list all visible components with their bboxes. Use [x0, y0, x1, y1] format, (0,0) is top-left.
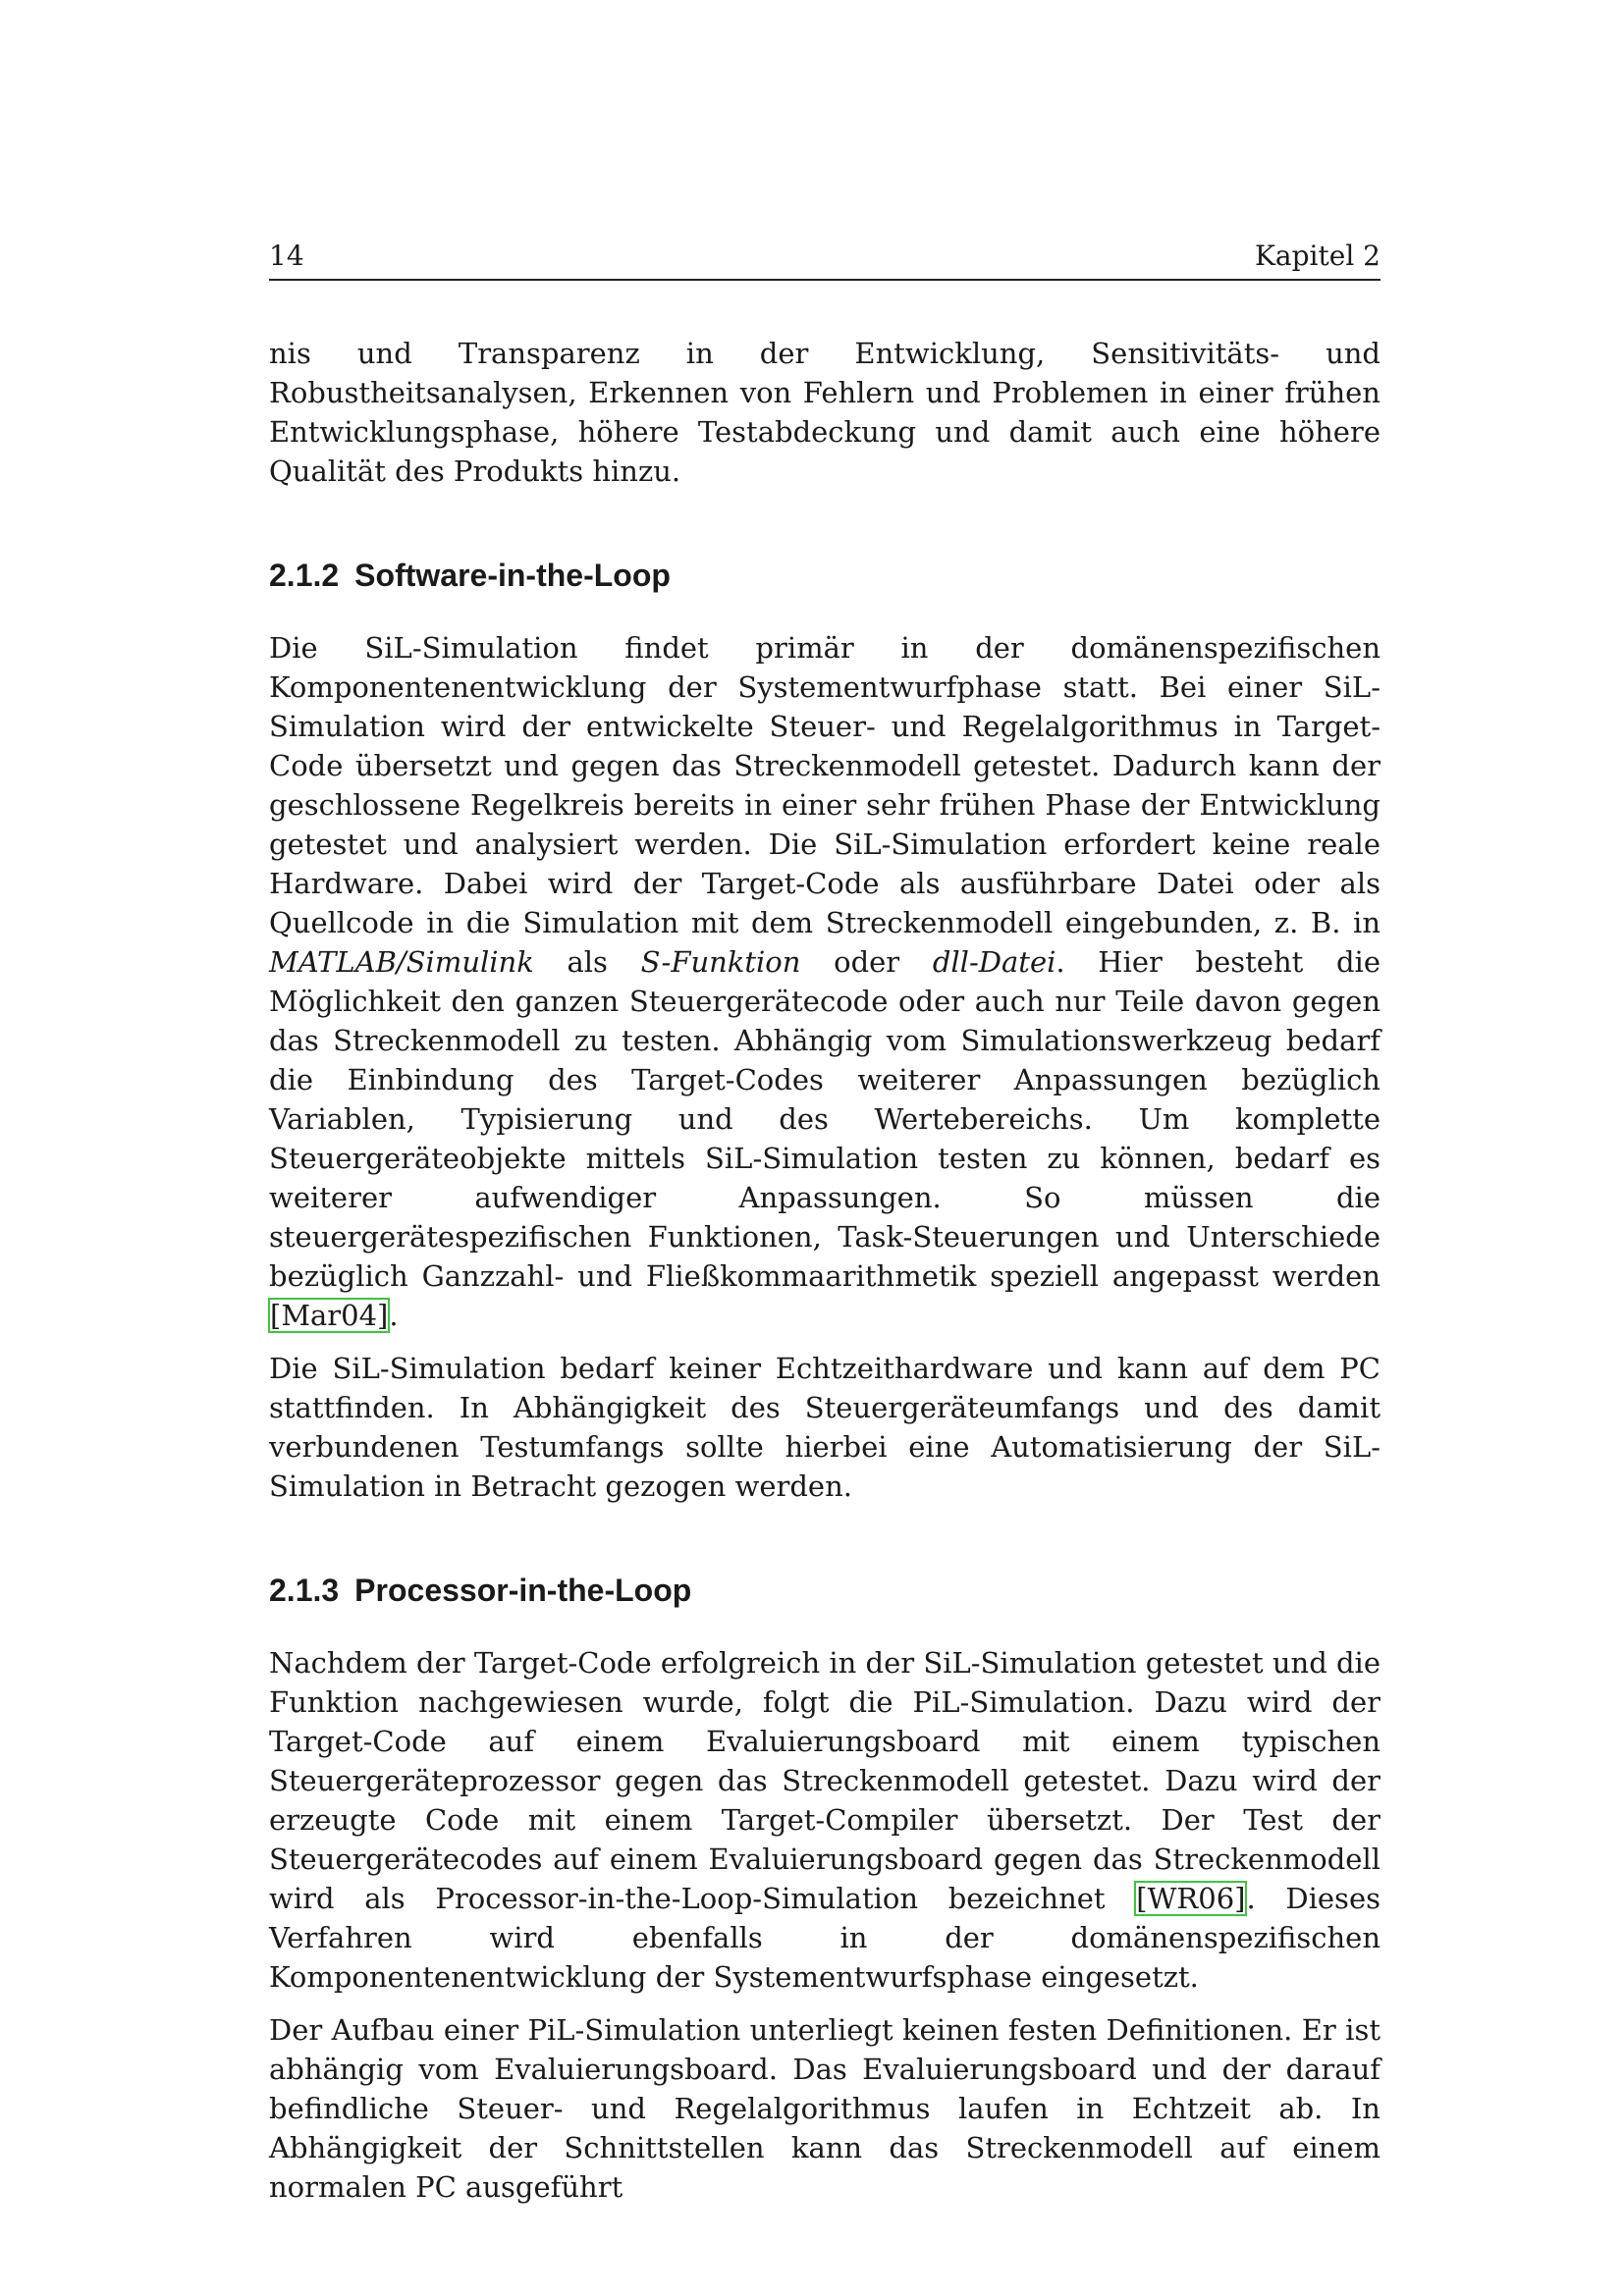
paragraph-pil-1: [269, 1643, 1380, 1997]
text-run: Nachdem der Target-Code erfolgreich in der SiL-Simulation getestet und die Funktion nachgewiesen wurde, folgt die PiL-Simulation. Dazu wird der Target-Code auf einem Evaluierungsboard mit einem typischen Steuergeräteprozessor gegen das Streckenmodell getestet. Dazu wird der erzeugte Code mit einem Target-Compiler übersetzt. Der Test der Steuergerätecodes auf einem Evaluierungsboard gegen das Streckenmodell wird als Processor-in-the-Loop-Simulation bezeichnet: [269, 1646, 1380, 1915]
text-run: oder: [800, 945, 933, 979]
emphasis-matlab: MATLAB/Simulink: [269, 945, 534, 979]
chapter-label: Kapitel 2: [1255, 240, 1380, 272]
paragraph-sil-2: Die SiL-Simulation bedarf keiner Echtzeithardware und kann auf dem PC stattfinden. In Abhängigkeit des Steuergeräteumfangs und des damit verbundenen Testumfangs sollte hierbei eine Automatisierung der SiL-Simulation in Betracht gezogen werden.: [269, 1352, 1380, 1503]
text-run: als: [533, 945, 641, 979]
section-number: 2.1.2: [269, 558, 340, 593]
section-title: Software-in-the-Loop: [354, 558, 671, 593]
paragraph-pil-2: Der Aufbau einer PiL-Simulation unterliegt keinen festen Definitionen. Er ist abhängig vom Evaluierungsboard. Das Evaluierungsboard und der darauf befindliche Steuer- und Regelalgorithmus laufen in Echtzeit ab. In Abhängigkeit der Schnittstellen kann das Streckenmodell auf einem normalen PC ausgeführt: [269, 2013, 1380, 2204]
text-run: . Hier besteht die Möglichkeit den ganzen Steuergerätecode oder auch nur Teile davon gegen das Streckenmodell zu testen. Abhängig vom Simulationswerkzeug bedarf die Einbindung des Target-Codes weiterer Anpassungen bezüglich Variablen, Typisierung und des Wertebereichs. Um komplette Steuergeräteobjekte mittels SiL-Simulation testen zu können, bedarf es weiterer aufwendiger Anpassungen. So müssen die steuergerätespezifischen Funktionen, Task-Steuerungen und Unterschiede bezüglich Ganzzahl- und Fließkommaarithmetik speziell angepasst werden: [269, 945, 1380, 1293]
section-heading-pil: [269, 1571, 1380, 1610]
emphasis-dll-datei: dll-Datei: [932, 945, 1056, 979]
running-header: [269, 240, 1380, 281]
page-number: 14: [269, 240, 304, 272]
section-title: Processor-in-the-Loop: [354, 1573, 692, 1608]
page-body: [269, 334, 1380, 2220]
text-run: . Dieses Verfahren wird ebenfalls in der domänenspezifischen Komponentenentwicklung der Systementwurfsphase eingesetzt.: [269, 1882, 1380, 1994]
citation-link-mar04[interactable]: [Mar04]: [270, 1299, 389, 1332]
section-number: 2.1.3: [269, 1573, 340, 1608]
citation-link-wr06[interactable]: [WR06]: [1136, 1882, 1246, 1915]
paragraph-intro: nis und Transparenz in der Entwicklung, Sensitivitäts- und Robustheitsanalysen, Erkennen von Fehlern und Problemen in einer frühen Entwicklungsphase, höhere Testabdeckung und damit auch eine höhere Qualität des Produkts hinzu.: [269, 337, 1380, 488]
text-run: .: [389, 1299, 399, 1332]
emphasis-s-funktion: S-Funktion: [640, 945, 801, 979]
paragraph-sil-1: [269, 628, 1380, 1335]
text-run: Die SiL-Simulation findet primär in der domänenspezifischen Komponentenentwicklung der Systementwurfphase statt. Bei einer SiL-Simulation wird der entwickelte Steuer- und Regelalgorithmus in Target-Code übersetzt und gegen das Streckenmodell getestet. Dadurch kann der geschlossene Regelkreis bereits in einer sehr frühen Phase der Entwicklung getestet und analysiert werden. Die SiL-Simulation erfordert keine reale Hardware. Dabei wird der Target-Code als ausführbare Datei oder als Quellcode in die Simulation mit dem Streckenmodell eingebunden, z. B. in: [269, 631, 1380, 939]
section-heading-sil: [269, 556, 1380, 595]
